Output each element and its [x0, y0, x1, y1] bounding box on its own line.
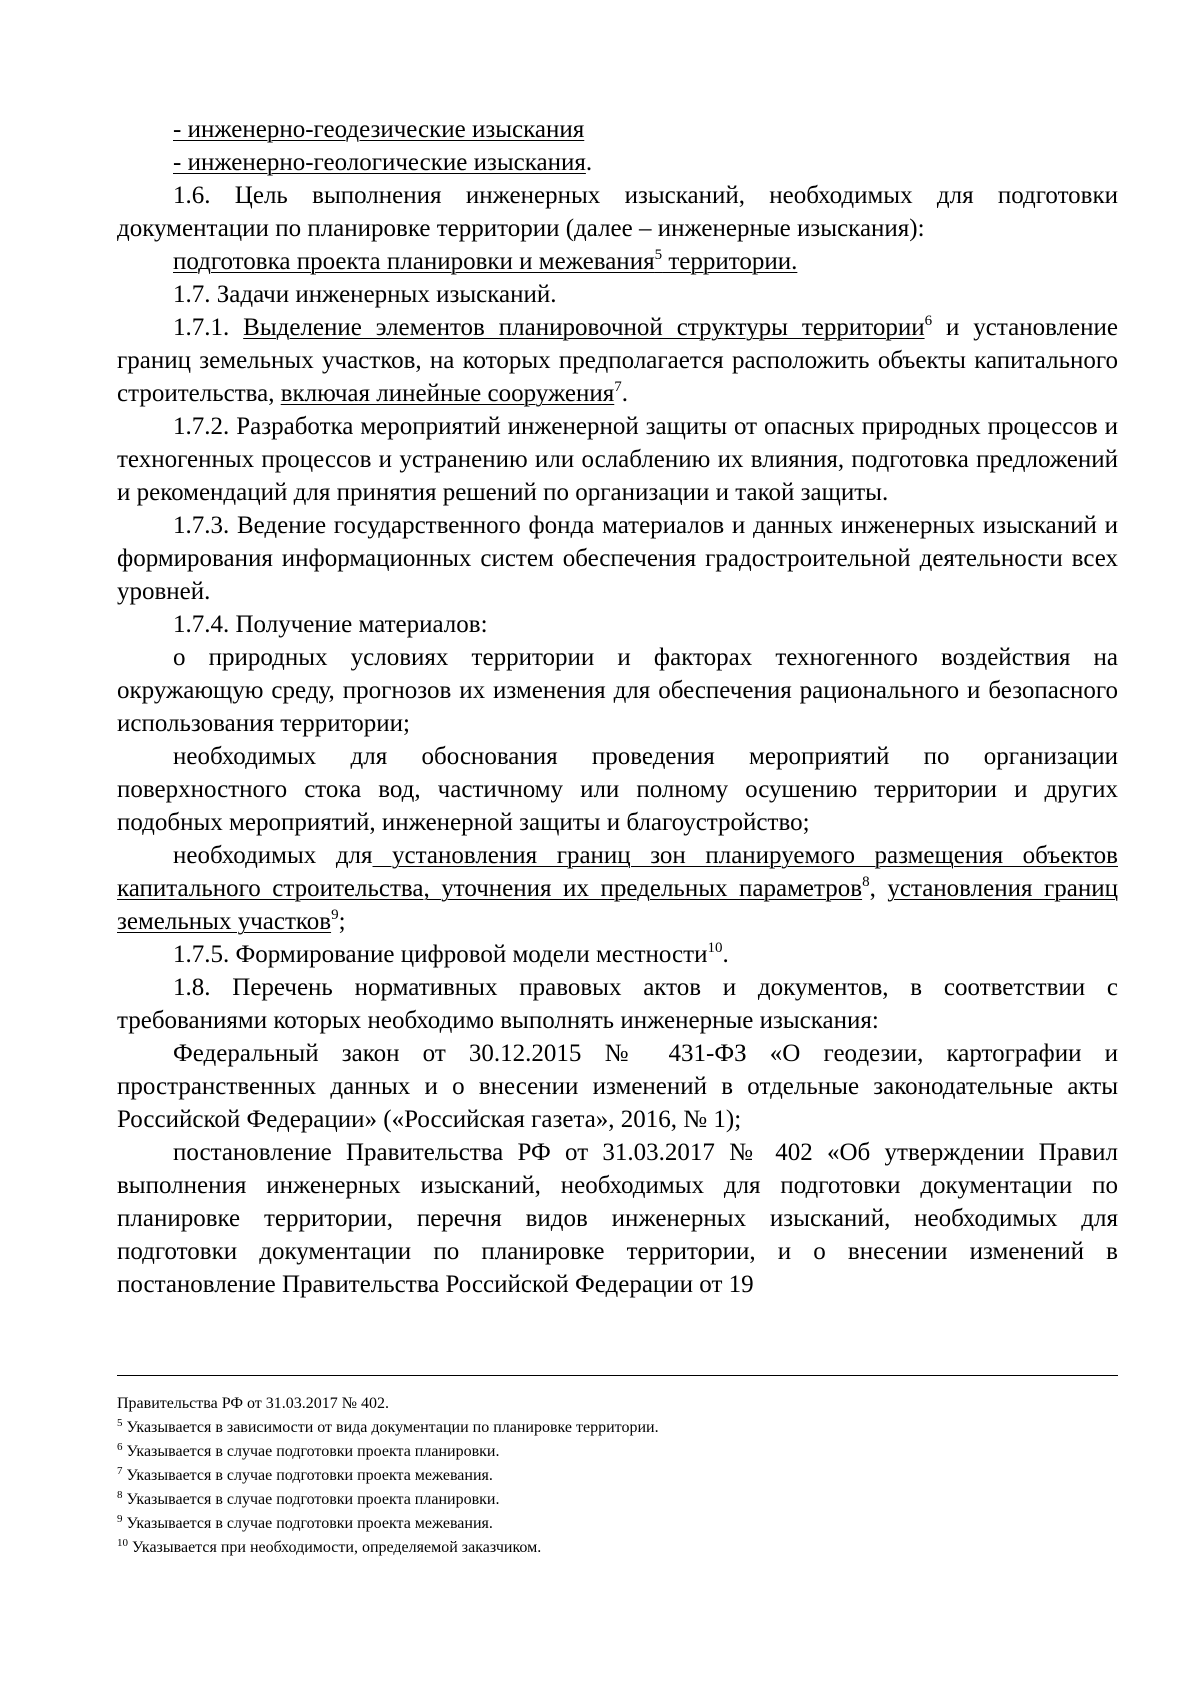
- footnote-10: [117, 1536, 1118, 1560]
- footnote-separator: [117, 1375, 1118, 1376]
- paragraph-text: 1.7.5. Формирование цифровой модели местности: [173, 941, 708, 968]
- footnote-text: Указывается в случае подготовки проекта межевания.: [122, 1515, 493, 1532]
- list-item-geologic: [117, 146, 1118, 179]
- punctuation: .: [585, 149, 593, 176]
- list-item-text: - инженерно-геологические изыскания: [173, 149, 586, 176]
- footnote-number: 6: [117, 1441, 123, 1453]
- paragraph-1-7-2: 1.7.2. Разработка мероприятий инженерной защиты от опасных природных процессов и техногенных процессов и устранению или ослаблению их влияния, подготовка предложений и рекомендаций для принятия решений по организации и такой защиты.: [117, 413, 1118, 506]
- goal-text-end: территории.: [662, 248, 798, 275]
- footnote-text: Указывается в случае подготовки проекта планировки.: [122, 1491, 500, 1508]
- underlined-text: установления границ зон планируемого размещения объектов капитального строительства, уточнения их предельных параметров: [117, 842, 1118, 902]
- footnote-number: 10: [117, 1537, 128, 1549]
- paragraph-1-7-5: [117, 938, 1118, 971]
- goal-text-cont: [655, 248, 798, 275]
- underlined-text: Выделение элементов планировочной структуры территории: [243, 314, 925, 341]
- footnote-ref-7: 7: [614, 379, 622, 395]
- paragraph-1-8-law: Федеральный закон от 30.12.2015 № 431-ФЗ «О геодезии, картографии и пространственных данных и о внесении изменений в отдельные законодательные акты Российской Федерации» («Российская газета», 2016, № 1);: [117, 1040, 1118, 1133]
- list-item-text: - инженерно-геодезические изыскания: [173, 116, 585, 143]
- footnotes: [117, 1392, 1118, 1560]
- footnote-ref-10: 10: [707, 940, 723, 956]
- paragraph-1-6-goal: [117, 245, 1118, 278]
- paragraph-text: и установление границ земельных участков, на которых предполагается расположить объекты капитального строительства,: [117, 314, 1118, 407]
- footnote-5: [117, 1416, 1118, 1440]
- paragraph-1-8-decree: постановление Правительства РФ от 31.03.2017 № 402 «Об утверждении Правил выполнения инженерных изысканий, необходимых для подготовки документации по планировке территории, перечня видов инженерных изысканий, необходимых для подготовки документации по планировке территории, и о внесении изменений в постановление Правительства Российской Федерации от 19: [117, 1139, 1118, 1298]
- paragraph-1-8: 1.8. Перечень нормативных правовых актов и документов, в соответствии с требованиями которых необходимо выполнять инженерные изыскания:: [117, 974, 1118, 1034]
- footnote-9: [117, 1512, 1118, 1536]
- footnote-ref-8: 8: [862, 874, 870, 890]
- footnote-7: [117, 1464, 1118, 1488]
- paragraph-1-7-1: [117, 311, 1118, 410]
- paragraph-1-7-4: 1.7.4. Получение материалов:: [173, 611, 488, 638]
- underlined-text: включая линейные сооружения: [280, 380, 615, 407]
- punctuation: .: [722, 941, 729, 968]
- footnote-text: Указывается в случае подготовки проекта планировки.: [122, 1443, 500, 1460]
- footnote-ref-6: 6: [924, 313, 933, 329]
- paragraph-1-7-3: 1.7.3. Ведение государственного фонда материалов и данных инженерных изысканий и формирования информационных систем обеспечения градостроительной деятельности всех уровней.: [117, 512, 1118, 605]
- paragraph-1-7: 1.7. Задачи инженерных изысканий.: [173, 281, 557, 308]
- footnote-ref-9: 9: [331, 907, 339, 923]
- footnote-number: 7: [117, 1465, 123, 1477]
- list-item-geodesic: [117, 113, 1118, 146]
- underlined-text: установления границ земельных участков: [117, 875, 1119, 935]
- footnote-6: [117, 1440, 1118, 1464]
- document-body: [117, 113, 1118, 1301]
- footnote-text: Указывается в случае подготовки проекта межевания.: [122, 1467, 493, 1484]
- paragraph-1-7-4-a: о природных условиях территории и факторах техногенного воздействия на окружающую среду, прогнозов их изменения для обеспечения рационального и безопасного использования территории;: [117, 644, 1118, 737]
- footnote-continuation: Правительства РФ от 31.03.2017 № 402.: [117, 1395, 389, 1412]
- section-number: 1.7.1.: [173, 314, 244, 341]
- footnote-text: Указывается в зависимости от вида документации по планировке территории.: [122, 1419, 659, 1436]
- paragraph-1-6: 1.6. Цель выполнения инженерных изысканий, необходимых для подготовки документации по планировке территории (далее – инженерные изыскания):: [117, 182, 1118, 242]
- punctuation: ;: [338, 908, 346, 935]
- footnote-number: 5: [117, 1417, 123, 1429]
- punctuation: ,: [869, 875, 888, 902]
- footnote-number: 8: [117, 1489, 123, 1501]
- footnote-number: 9: [117, 1513, 123, 1525]
- footnote-8: [117, 1488, 1118, 1512]
- punctuation: .: [621, 380, 628, 407]
- paragraph-text: необходимых для: [173, 842, 373, 869]
- paragraph-1-7-4-c: [117, 839, 1118, 938]
- footnote-text: Указывается при необходимости, определяемой заказчиком.: [128, 1539, 542, 1556]
- goal-text: подготовка проекта планировки и межевания: [173, 248, 655, 275]
- paragraph-1-7-4-b: необходимых для обоснования проведения мероприятий по организации поверхностного стока вод, частичному или полному осушению территории и других подобных мероприятий, инженерной защиты и благоустройство;: [117, 743, 1118, 836]
- footnote-ref-5: 5: [654, 247, 663, 263]
